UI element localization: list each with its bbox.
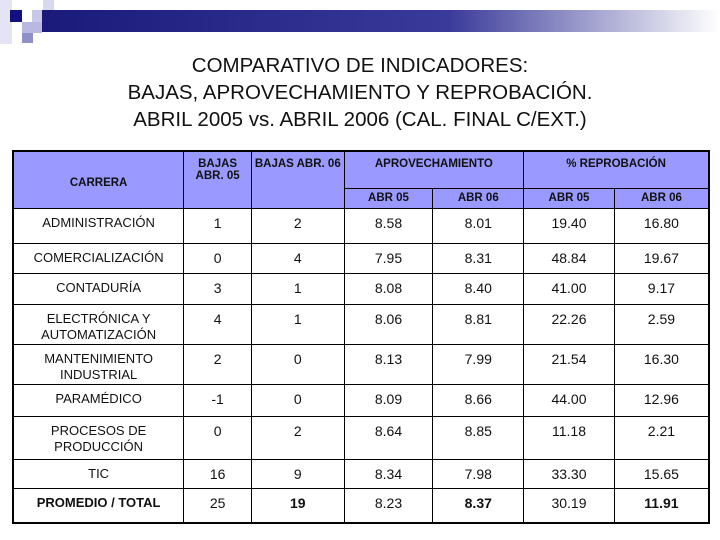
cell-aprov-06: 8.81 bbox=[433, 304, 524, 344]
header-carrera: CARRERA bbox=[13, 151, 184, 208]
header-repro-06: ABR 06 bbox=[614, 188, 709, 208]
table-row bbox=[13, 273, 709, 304]
header-aprov-06: ABR 06 bbox=[433, 188, 524, 208]
cell-carrera: PROCESOS DE PRODUCCIÓN bbox=[13, 416, 184, 459]
cell-repro-06: 9.17 bbox=[614, 273, 709, 304]
cell-bajas-05: 0 bbox=[184, 243, 252, 273]
cell-repro-05: 41.00 bbox=[524, 273, 615, 304]
cell-aprov-05: 7.95 bbox=[344, 243, 433, 273]
cell-bajas-06: 1 bbox=[252, 304, 345, 344]
cell-bajas-05: 16 bbox=[184, 459, 252, 488]
cell-bajas-05: 0 bbox=[184, 416, 252, 459]
cell-repro-05: 44.00 bbox=[524, 384, 615, 416]
cell-carrera: PROMEDIO / TOTAL bbox=[13, 488, 184, 523]
cell-aprov-05: 8.34 bbox=[344, 459, 433, 488]
cell-repro-06: 15.65 bbox=[614, 459, 709, 488]
cell-aprov-06: 8.40 bbox=[433, 273, 524, 304]
cell-repro-05: 48.84 bbox=[524, 243, 615, 273]
cell-aprov-06: 7.98 bbox=[433, 459, 524, 488]
indicators-table bbox=[12, 150, 710, 524]
cell-aprov-06: 8.01 bbox=[433, 208, 524, 243]
cell-carrera: ELECTRÓNICA Y AUTOMATIZACIÓN bbox=[13, 304, 184, 344]
table-row bbox=[13, 384, 709, 416]
cell-aprov-06: 8.31 bbox=[433, 243, 524, 273]
cell-bajas-06: 0 bbox=[252, 344, 345, 384]
header-aprovechamiento: APROVECHAMIENTO bbox=[344, 151, 524, 188]
header-repro-05: ABR 05 bbox=[524, 188, 615, 208]
cell-repro-06: 2.21 bbox=[614, 416, 709, 459]
header-bar bbox=[42, 10, 720, 32]
table-row bbox=[13, 344, 709, 384]
cell-aprov-06: 8.85 bbox=[433, 416, 524, 459]
header-reprobacion: % REPROBACIÓN bbox=[524, 151, 709, 188]
cell-repro-05: 19.40 bbox=[524, 208, 615, 243]
cell-bajas-06: 2 bbox=[252, 416, 345, 459]
cell-repro-06: 2.59 bbox=[614, 304, 709, 344]
cell-aprov-05: 8.08 bbox=[344, 273, 433, 304]
cell-aprov-05: 8.64 bbox=[344, 416, 433, 459]
header-bajas-05: BAJAS ABR. 05 bbox=[184, 151, 252, 208]
cell-bajas-06: 4 bbox=[252, 243, 345, 273]
cell-aprov-05: 8.09 bbox=[344, 384, 433, 416]
cell-aprov-05: 8.23 bbox=[344, 488, 433, 523]
cell-carrera: ADMINISTRACIÓN bbox=[13, 208, 184, 243]
title-line-2: BAJAS, APROVECHAMIENTO Y REPROBACIÓN. bbox=[127, 81, 593, 104]
cell-aprov-06: 8.37 bbox=[433, 488, 524, 523]
header-aprov-05: ABR 05 bbox=[344, 188, 433, 208]
cell-carrera: MANTENIMIENTO INDUSTRIAL bbox=[13, 344, 184, 384]
total-row bbox=[13, 488, 709, 523]
header-bajas-06: BAJAS ABR. 06 bbox=[252, 151, 345, 208]
table-row bbox=[13, 304, 709, 344]
cell-bajas-05: 25 bbox=[184, 488, 252, 523]
cell-bajas-05: 1 bbox=[184, 208, 252, 243]
cell-repro-05: 11.18 bbox=[524, 416, 615, 459]
table-row bbox=[13, 243, 709, 273]
table-row bbox=[13, 208, 709, 243]
cell-bajas-06: 0 bbox=[252, 384, 345, 416]
cell-repro-06: 19.67 bbox=[614, 243, 709, 273]
cell-carrera: COMERCIALIZACIÓN bbox=[13, 243, 184, 273]
cell-repro-06: 16.30 bbox=[614, 344, 709, 384]
cell-carrera: PARAMÉDICO bbox=[13, 384, 184, 416]
cell-aprov-05: 8.58 bbox=[344, 208, 433, 243]
cell-bajas-05: 4 bbox=[184, 304, 252, 344]
cell-bajas-06: 19 bbox=[252, 488, 345, 523]
cell-carrera: TIC bbox=[13, 459, 184, 488]
cell-bajas-05: 3 bbox=[184, 273, 252, 304]
title-line-3: ABRIL 2005 vs. ABRIL 2006 (CAL. FINAL C/EXT.) bbox=[133, 108, 587, 131]
cell-repro-05: 22.26 bbox=[524, 304, 615, 344]
cell-repro-05: 30.19 bbox=[524, 488, 615, 523]
cell-bajas-06: 1 bbox=[252, 273, 345, 304]
cell-repro-06: 16.80 bbox=[614, 208, 709, 243]
cell-repro-05: 21.54 bbox=[524, 344, 615, 384]
cell-repro-05: 33.30 bbox=[524, 459, 615, 488]
cell-aprov-06: 7.99 bbox=[433, 344, 524, 384]
cell-bajas-05: 2 bbox=[184, 344, 252, 384]
cell-repro-06: 12.96 bbox=[614, 384, 709, 416]
table-row bbox=[13, 416, 709, 459]
cell-bajas-05: -1 bbox=[184, 384, 252, 416]
title-line-1: COMPARATIVO DE INDICADORES: bbox=[191, 54, 529, 77]
slide-title bbox=[0, 52, 720, 133]
cell-carrera: CONTADURÍA bbox=[13, 273, 184, 304]
cell-aprov-05: 8.06 bbox=[344, 304, 433, 344]
cell-repro-06: 11.91 bbox=[614, 488, 709, 523]
table-row bbox=[13, 459, 709, 488]
cell-aprov-06: 8.66 bbox=[433, 384, 524, 416]
cell-bajas-06: 9 bbox=[252, 459, 345, 488]
cell-bajas-06: 2 bbox=[252, 208, 345, 243]
cell-aprov-05: 8.13 bbox=[344, 344, 433, 384]
